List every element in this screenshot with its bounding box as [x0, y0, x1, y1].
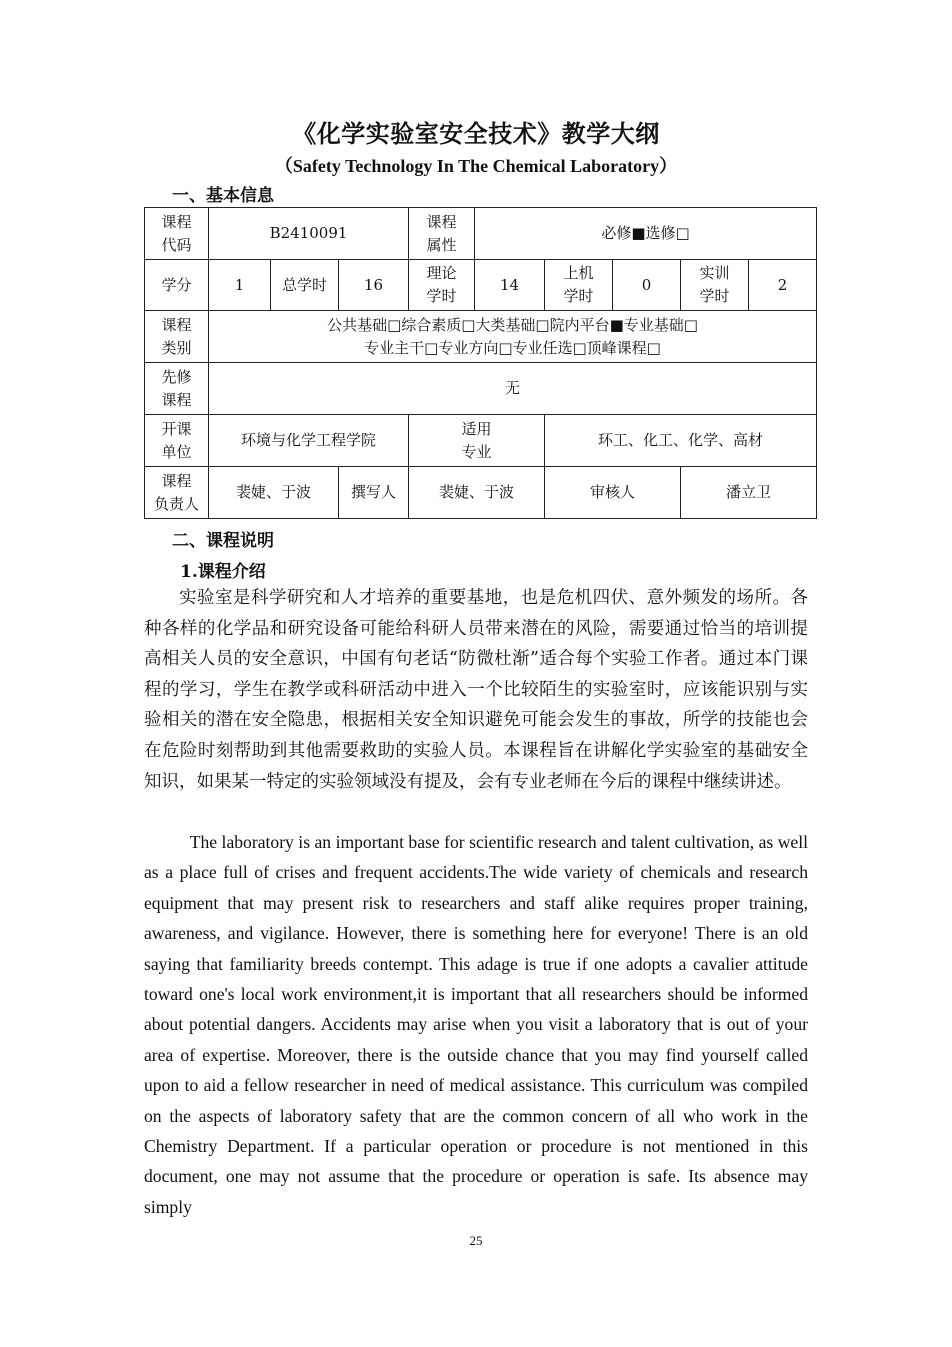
department-value: 环境与化学工程学院: [209, 415, 409, 467]
table-row: [145, 311, 817, 363]
table-row: [145, 415, 817, 467]
basic-info-table: [144, 207, 817, 519]
reviewer-value: 潘立卫: [681, 467, 817, 519]
prerequisite-value: 无: [209, 363, 817, 415]
training-hours-value: 2: [749, 260, 817, 311]
section-heading-course-description: 二、课程说明: [172, 531, 274, 551]
table-row: [145, 467, 817, 519]
prerequisite-label: 先修 课程: [145, 363, 209, 415]
course-intro-english: [144, 827, 808, 1222]
owner-value: 裴婕、于波: [209, 467, 339, 519]
major-label: 适用 专业: [409, 415, 545, 467]
course-category-value: 公共基础□综合素质□大类基础□院内平台■专业基础□ 专业主干□专业方向□专业任选□顶峰课程□: [209, 311, 817, 363]
paragraph-chinese: 实验室是科学研究和人才培养的重要基地，也是危机四伏、意外频发的场所。各种各样的化学品和研究设备可能给科研人员带来潜在的风险，需要通过恰当的培训提高相关人员的安全意识，中国有句老话“防微杜渐”适合每个实验工作者。通过本门课程的学习，学生在教学或科研活动中进入一个比较陌生的实验室时，应该能识别与实验相关的潜在安全隐患，根据相关安全知识避免可能会发生的事故，所学的技能也会在危险时刻帮助到其他需要救助的实验人员。本课程旨在讲解化学实验室的基础安全知识，如果某一特定的实验领域没有提及，会有专业老师在今后的课程中继续讲述。: [144, 588, 808, 792]
course-intro-chinese: [144, 583, 808, 797]
course-category-label: 课程 类别: [145, 311, 209, 363]
course-attribute-value: 必修■选修□: [475, 208, 817, 260]
table-row: [145, 260, 817, 311]
course-code-label: 课程 代码: [145, 208, 209, 260]
credit-label: 学分: [145, 260, 209, 311]
major-value: 环工、化工、化学、高材: [545, 415, 817, 467]
writer-label: 撰写人: [339, 467, 409, 519]
document-title: 《化学实验室安全技术》教学大纲: [292, 119, 660, 148]
department-label: 开课 单位: [145, 415, 209, 467]
document-subtitle: （Safety Technology In The Chemical Laboratory）: [274, 156, 678, 176]
computer-hours-label: 上机 学时: [545, 260, 613, 311]
section-heading-basic-info: 一、基本信息: [172, 186, 274, 206]
credit-value: 1: [209, 260, 271, 311]
paragraph-english: The laboratory is an important base for scientific research and talent cultivation, as well as a place full of crises and frequent accidents.The wide variety of chemicals and research equipment that may present risk to researchers and staff alike requires proper training, awareness, and vigilance. However, there is something here for everyone! There is an old saying that familiarity breeds contempt. This adage is true if one adopts a cavalier attitude toward one's local work environment,it is important that all researchers should be informed about potential dangers. Accidents may arise when you visit a laboratory that is out of your area of expertise. Moreover, there is the outside chance that you may find yourself called upon to aid a fellow researcher in need of medical assistance. This curriculum was compiled on the aspects of laboratory safety that are the common concern of all who work in the Chemistry Department. If a particular operation or procedure is not mentioned in this document, one may not assume that the procedure or operation is safe. Its absence may simply: [144, 832, 808, 1217]
table-row: [145, 208, 817, 260]
reviewer-label: 审核人: [545, 467, 681, 519]
theory-hours-value: 14: [475, 260, 545, 311]
subsection-heading-course-intro: 1.课程介绍: [180, 562, 266, 582]
total-hours-label: 总学时: [271, 260, 339, 311]
computer-hours-value: 0: [613, 260, 681, 311]
theory-hours-label: 理论 学时: [409, 260, 475, 311]
writer-value: 裴婕、于波: [409, 467, 545, 519]
course-attribute-label: 课程 属性: [409, 208, 475, 260]
course-code-value: B2410091: [209, 208, 409, 260]
training-hours-label: 实训 学时: [681, 260, 749, 311]
table-row: [145, 363, 817, 415]
page-number: 25: [469, 1233, 483, 1248]
total-hours-value: 16: [339, 260, 409, 311]
owner-label: 课程 负责人: [145, 467, 209, 519]
